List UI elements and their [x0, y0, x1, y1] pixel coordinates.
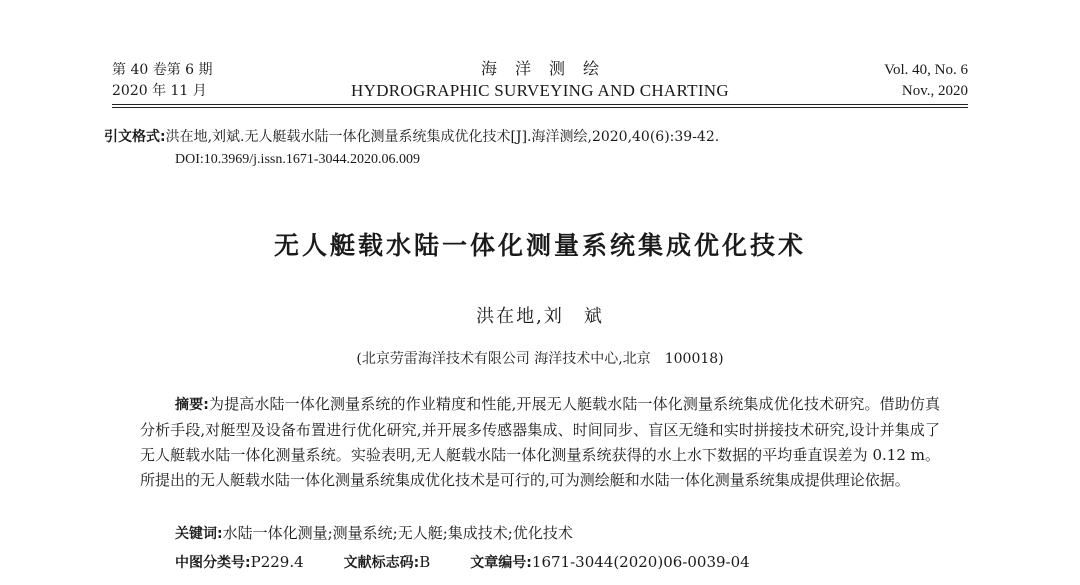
journal-name-cn: 海洋测绘	[480, 59, 617, 78]
clc-number	[175, 552, 304, 572]
issue-info-en	[884, 60, 968, 102]
classification-line	[175, 552, 790, 572]
art-label: 文章编号:	[470, 555, 532, 571]
abstract-paragraph	[140, 392, 940, 493]
keywords-text: 水陆一体化测量;测量系统;无人艇;集成技术;优化技术	[222, 524, 573, 542]
keywords-label: 关键词:	[175, 526, 223, 542]
article-authors: 洪在地,刘 斌	[476, 306, 604, 327]
header-rule-top	[112, 104, 968, 105]
journal-name-en: HYDROGRAPHIC SURVEYING AND CHARTING	[351, 81, 729, 100]
abstract-text: 为提高水陆一体化测量系统的作业精度和性能,开展无人艇载水陆一体化测量系统集成优化技术研究。借助仿真分析手段,对艇型及设备布置进行优化研究,并开展多传感器集成、时间同步、盲区无缝和实时拼接技术研究,设计并集成了无人艇载水陆一体化测量系统。实验表明,无人艇载水陆一体化测量系统获得的水上水下数据的平均垂直误差为 0.12 m。所提出的无人艇载水陆一体化测量系统集成优化技术是可行的,可为测绘艇和水陆一体化测量系统集成提供理论依据。	[140, 395, 940, 489]
volume-en: Vol. 40, No. 6	[884, 62, 968, 78]
citation-line	[104, 127, 719, 147]
keywords-line	[175, 522, 573, 543]
citation-text: 洪在地,刘斌.无人艇载水陆一体化测量系统集成优化技术[J].海洋测绘,2020,40(6):39-42.	[165, 129, 720, 145]
doc-value: B	[419, 553, 431, 571]
clc-value: P229.4	[250, 553, 304, 571]
abstract-label: 摘要:	[175, 397, 209, 413]
date-cn: 2020 年 11 月	[112, 83, 207, 99]
article-affiliation: (北京劳雷海洋技术有限公司 海洋技术中心,北京 100018)	[356, 351, 724, 367]
header-rule-bottom	[112, 107, 968, 108]
clc-label: 中图分类号:	[175, 555, 251, 571]
date-en: Nov., 2020	[901, 83, 968, 99]
doc-label: 文献标志码:	[343, 555, 420, 571]
article-title: 无人艇载水陆一体化测量系统集成优化技术	[273, 231, 806, 260]
art-value: 1671-3044(2020)06-0039-04	[531, 553, 750, 571]
document-code	[344, 552, 431, 572]
volume-cn: 第 40 卷第 6 期	[112, 62, 213, 78]
doi-line: DOI:10.3969/j.issn.1671-3044.2020.06.009	[175, 152, 420, 167]
citation-label: 引文格式:	[104, 129, 166, 145]
article-number	[470, 552, 749, 572]
